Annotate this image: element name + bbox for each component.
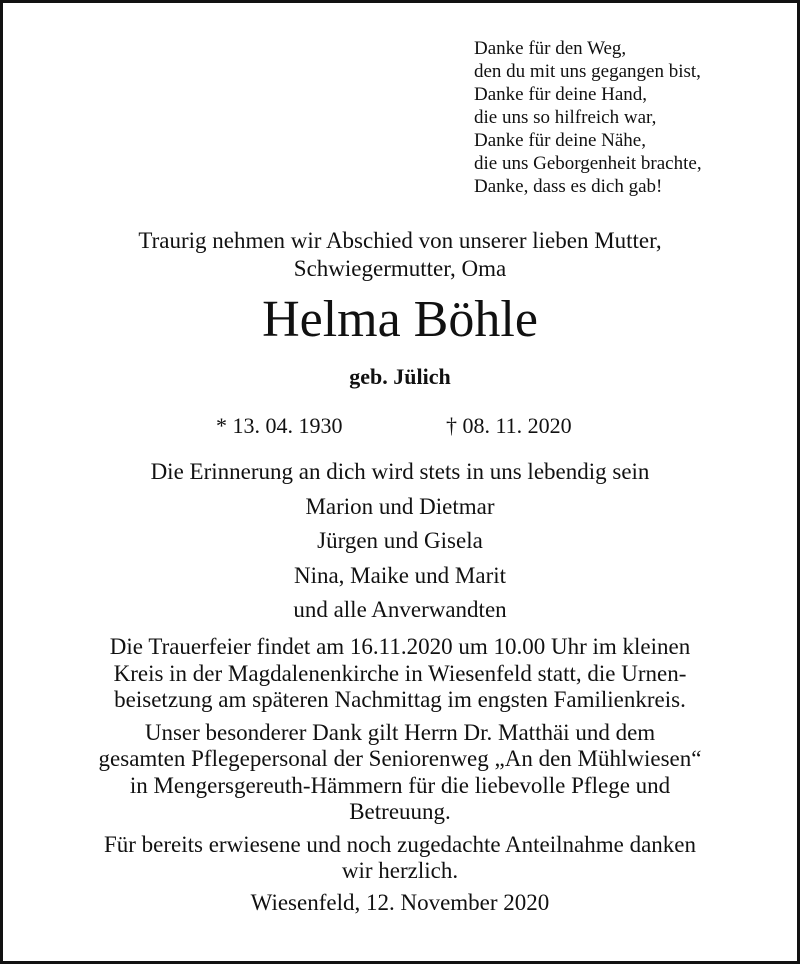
poem-line: die uns Geborgenheit brachte, [474,153,702,174]
notice-line: wir herzlich. [341,858,459,883]
mourner-line: Jürgen und Gisela [317,528,483,553]
poem [474,37,702,198]
poem-line: Danke, dass es dich gab! [474,176,663,197]
maiden-name: geb. Jülich [349,364,451,389]
service-paragraph [3,634,797,714]
mourner-line: Die Erinnerung an dich wird stets in uns lebendig sein [150,459,650,484]
notice-line: Für bereits erwiesene und noch zugedachte Anteilnahme danken [103,831,697,857]
poem-line: Danke für deine Nähe, [474,130,646,151]
poem-line: die uns so hilfreich war, [474,107,657,128]
death-date: † 08. 11. 2020 [446,413,572,438]
intro-text [3,227,797,283]
poem-line: den du mit uns gegangen bist, [474,61,701,82]
intro-line: Traurig nehmen wir Abschied von unserer lieben Mutter, [138,228,662,253]
place-and-date: Wiesenfeld, 12. November 2020 [250,890,550,915]
notice-line: Betreuung. [349,799,451,824]
mourner-line: Marion und Dietmar [305,493,495,519]
notice-line: Kreis in der Magdalenenkirche in Wiesenfeld statt, die Urnen- [113,660,687,686]
intro-line: Schwiegermutter, Oma [293,256,507,281]
notice-line: Die Trauerfeier findet am 16.11.2020 um 10.00 Uhr im kleinen [109,634,691,659]
notice-line: beisetzung am späteren Nachmittag im engsten Familienkreis. [114,687,686,712]
funeral-notice [3,634,797,891]
notice-line: in Mengersgereuth-Hämmern für die liebevolle Pflege und [129,772,671,798]
notice-line: gesamten Pflegepersonal der Seniorenweg „An den Mühlwiesen“ [98,746,702,771]
poem-line: Danke für deine Hand, [474,84,648,105]
mourner-line: und alle Anverwandten [293,597,507,622]
mourner-line: Nina, Maike und Marit [293,562,507,588]
thanks-paragraph [3,720,797,826]
notice-line: Unser besonderer Dank gilt Herrn Dr. Matthäi und dem [144,719,656,745]
sympathy-paragraph [3,832,797,885]
poem-line: Danke für den Weg, [474,38,627,59]
mourners-list [3,455,797,628]
birth-date: * 13. 04. 1930 [216,413,343,438]
deceased-name: Helma Böhle [262,291,538,348]
